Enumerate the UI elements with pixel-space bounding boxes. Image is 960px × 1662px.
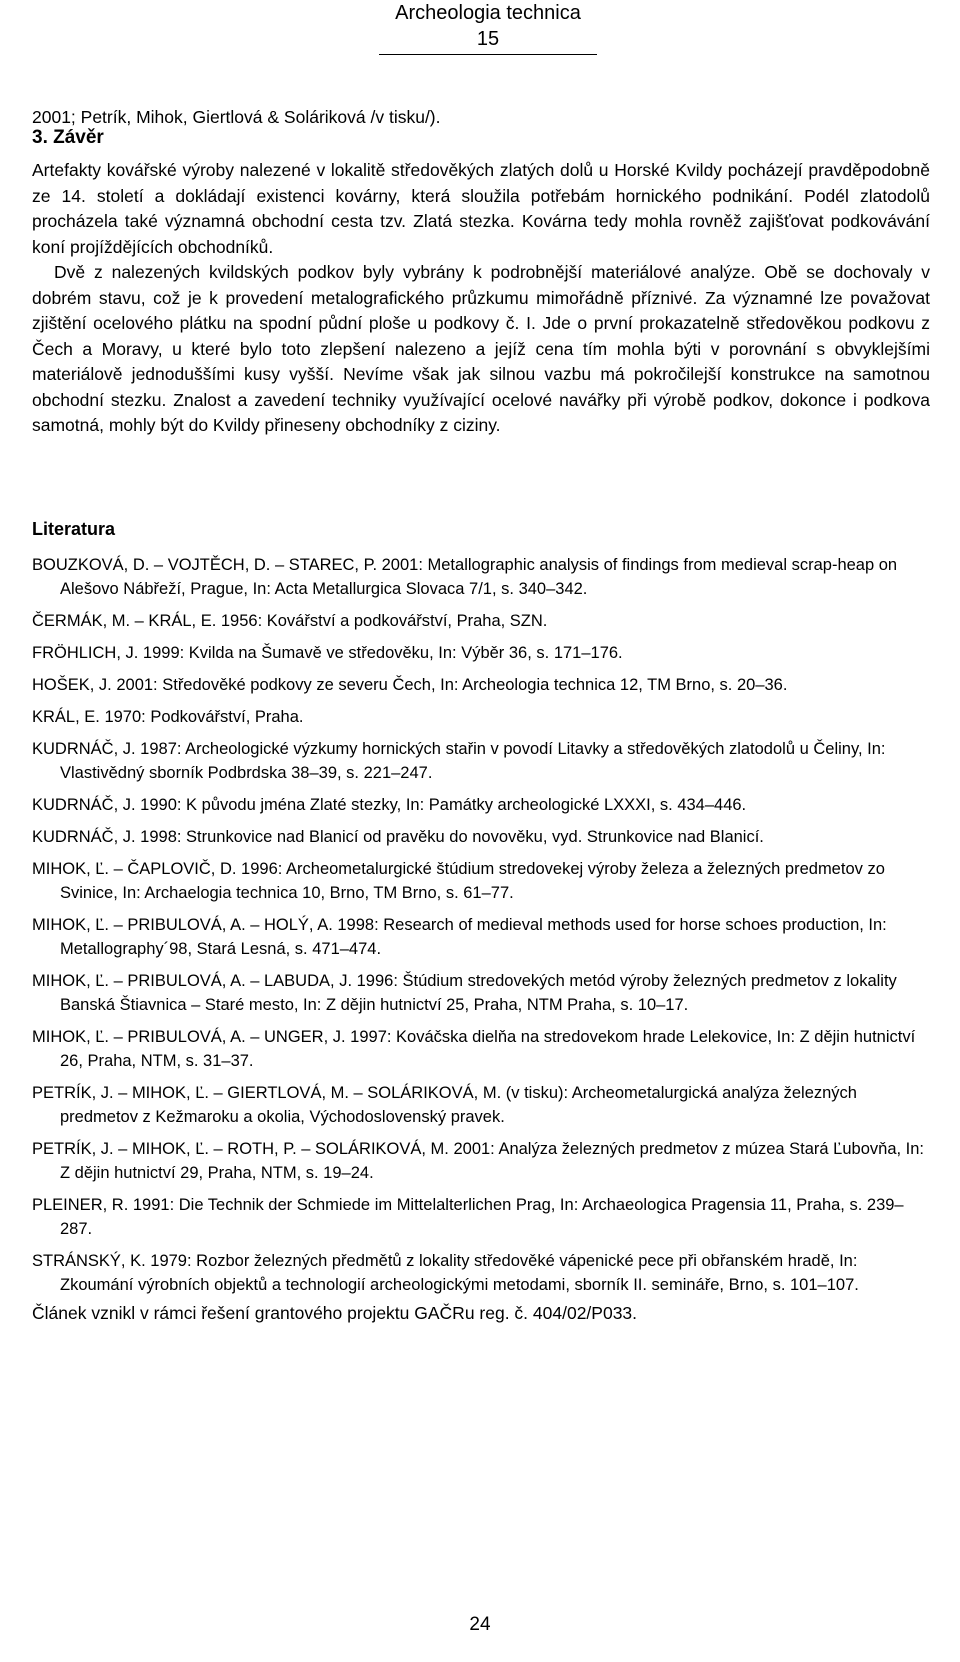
reference-item: MIHOK, Ľ. – PRIBULOVÁ, A. – HOLÝ, A. 1998: Research of medieval methods used for horse schoes production, In: Metallography´98, Stará Lesná, s. 471–474. [32, 916, 887, 958]
reference-list [32, 553, 932, 1305]
reference-item: MIHOK, Ľ. – PRIBULOVÁ, A. – LABUDA, J. 1996: Štúdium stredovekých metód výroby železných predmetov z lokality Banská Štiavnica – Staré mesto, In: Z dějin hutnictví 25, Praha, NTM Praha, s. 10–17. [32, 972, 897, 1014]
paragraph: Artefakty kovářské výroby nalezené v lokalitě středověkých zlatých dolů u Horské Kvildy pocházejí pravděpodobně ze 14. století a dokládají existenci kovárny, která sloužila potřebám hornického podnikání. Podél zlatodolů procházela také významná obchodní cesta tzv. Zlatá stezka. Kovárna tedy mohla rovněž zajišťovat podkovávání koní projíždějících obchodníků. [32, 160, 930, 257]
reference-item: KUDRNÁČ, J. 1987: Archeologické výzkumy hornických stařin v povodí Litavky a středověkých zlatodolů u Čeliny, In: Vlastivědný sborník Podbrdska 38–39, s. 221–247. [32, 740, 886, 782]
header-rule [379, 54, 597, 55]
paragraph: Dvě z nalezených kvildských podkov byly vybrány k podrobnější materiálové analýze. Obě se dochovaly v dobrém stavu, což je k provedení metalografického průzkumu mimořádně příznivé. Za významné lze považovat zjištění ocelového plátku na spodní půdní ploše u podkovy č. I. Jde o první prokazatelně středověkou podkovu z Čech a Moravy, u které bylo toto zlepšení nalezeno a jejíž cena tím mohla býti v porovnání s obvyklejšími materiálově jednoduššími kusy vyšší. Nevíme však jak silnou vazbu má pokročilejší konstrukce na samotnou obchodní stezku. Znalost a zavedení techniky využívající ocelové navářky při výrobě podkov, dokonce i podkova samotná, mohly být do Kvildy přineseny obchodníky z ciziny. [32, 262, 930, 435]
reference-item: PLEINER, R. 1991: Die Technik der Schmiede im Mittelalterlichen Prag, In: Archaeologica Pragensia 11, Praha, s. 239–287. [32, 1196, 904, 1238]
issue-number: 15 [476, 28, 500, 50]
running-header [368, 0, 608, 55]
reference-item: MIHOK, Ľ. – ČAPLOVIČ, D. 1996: Archeometalurgické štúdium stredovekej výroby železa a železných predmetov zo Svinice, In: Archaelogia technica 10, Brno, TM Brno, s. 61–77. [32, 860, 885, 902]
grant-acknowledgement: Článek vznikl v rámci řešení grantového projektu GAČRu reg. č. 404/02/P033. [32, 1303, 638, 1323]
reference-item: BOUZKOVÁ, D. – VOJTĚCH, D. – STAREC, P. 2001: Metallographic analysis of findings from medieval scrap-heap on Alešovo Nábřeží, Prague, In: Acta Metallurgica Slovaca 7/1, s. 340–342. [32, 556, 898, 598]
reference-item: FRÖHLICH, J. 1999: Kvilda na Šumavě ve středověku, In: Výběr 36, s. 171–176. [32, 644, 623, 662]
reference-item: MIHOK, Ľ. – PRIBULOVÁ, A. – UNGER, J. 1997: Kováčska dielňa na stredovekom hrade Lelekovice, In: Z dějin hutnictví 26, Praha, NTM, s. 31–37. [32, 1028, 916, 1070]
continued-citation-line: 2001; Petrík, Mihok, Giertlová & Soláriková /v tisku/). [32, 107, 441, 127]
reference-item: STRÁNSKÝ, K. 1979: Rozbor železných předmětů z lokality středověké vápenické pece při obřanském hradě, In: Zkoumání výrobních objektů a technologií archeologickými metodami, sborník II. semináře, Brno, s. 101–107. [32, 1252, 859, 1294]
section-heading-conclusion: 3. Závěr [32, 127, 104, 148]
page-number: 24 [469, 1614, 491, 1635]
reference-item: PETRÍK, J. – MIHOK, Ľ. – ROTH, P. – SOLÁRIKOVÁ, M. 2001: Analýza železných predmetov z múzea Stará Ľubovňa, In: Z dějin hutnictví 29, Praha, NTM, s. 19–24. [32, 1140, 925, 1182]
reference-item: HOŠEK, J. 2001: Středověké podkovy ze severu Čech, In: Archeologia technica 12, TM Brno, s. 20–36. [32, 676, 788, 694]
reference-item: KUDRNÁČ, J. 1998: Strunkovice nad Blanicí od pravěku do novověku, vyd. Strunkovice nad Blanicí. [32, 828, 764, 846]
reference-item: PETRÍK, J. – MIHOK, Ľ. – GIERTLOVÁ, M. – SOLÁRIKOVÁ, M. (v tisku): Archeometalurgická analýza železných predmetov z Kežmaroku a okolia, Východoslovenský pravek. [32, 1084, 857, 1126]
conclusion-body [32, 158, 930, 439]
literature-heading: Literatura [32, 519, 116, 539]
journal-title: Archeologia technica [395, 2, 581, 24]
reference-item: KUDRNÁČ, J. 1990: K původu jména Zlaté stezky, In: Památky archeologické LXXXI, s. 434–446. [32, 796, 747, 814]
reference-item: KRÁL, E. 1970: Podkovářství, Praha. [32, 708, 304, 726]
reference-item: ČERMÁK, M. – KRÁL, E. 1956: Kovářství a podkovářství, Praha, SZN. [32, 612, 548, 630]
